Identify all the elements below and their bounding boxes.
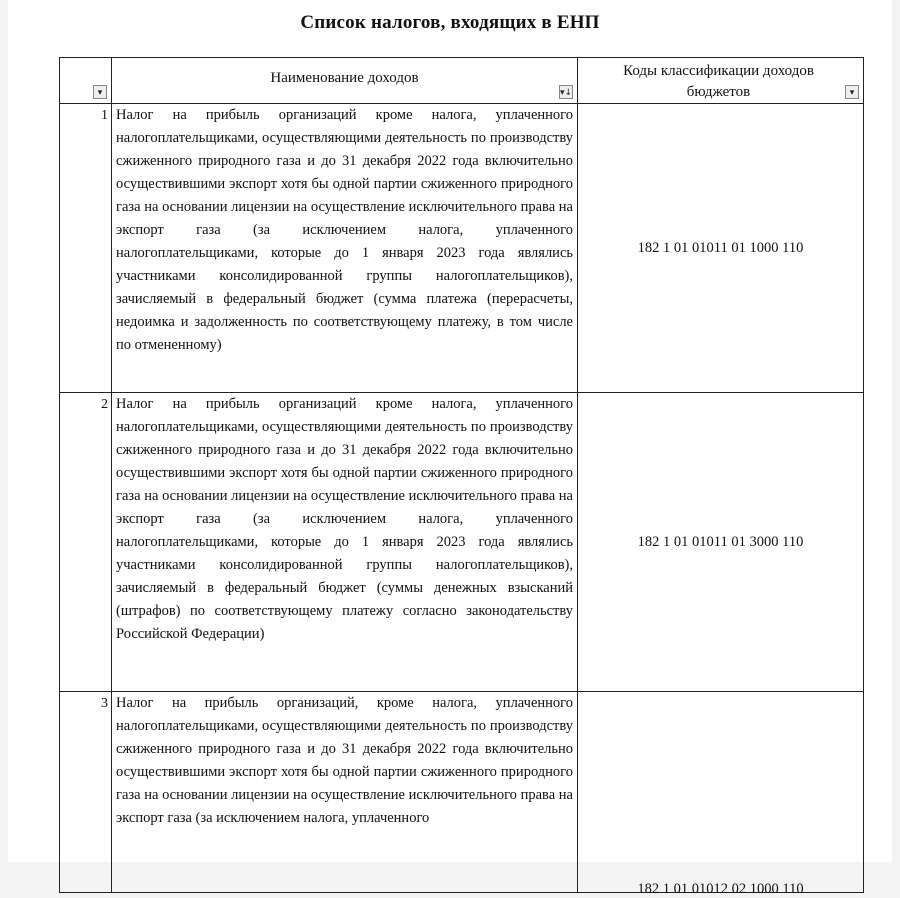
header-num-cell [60,58,112,104]
budget-code: 182 1 01 01011 01 1000 110 [578,104,864,393]
budget-code: 182 1 01 01012 02 1000 110 [637,881,804,897]
row-number: 1 [60,104,112,393]
income-name: Налог на прибыль организаций, кроме налога, уплаченного налогоплательщиками, осуществляющими деятельность по производству сжиженного природного газа и до 31 декабря 2022 года включительно осуществившими экспорт хотя бы одной партии сжиженного природного газа на основании лицензии на осуществление исключительного права на экспорт газа (за исключением налога, уплаченного [112,692,578,893]
header-name-cell [112,58,578,104]
document-page [8,0,892,897]
sort-filter-icon[interactable]: ▾↓ [559,85,573,99]
tax-table [59,57,864,897]
income-name: Налог на прибыль организаций кроме налога, уплаченного налогоплательщиками, осуществляющими деятельность по производству сжиженного природного газа и до 31 декабря 2022 года включительно осуществившими экспорт хотя бы одной партии сжиженного природного газа на основании лицензии на осуществление исключительного права на экспорт газа (за исключением налога, уплаченного налогоплательщиками, которые до 1 января 2023 года являлись участниками консолидированной группы налогоплательщиков), зачисляемый в федеральный бюджет (суммы денежных взысканий (штрафов) по соответствующему платежу согласно законодательству Российской Федерации) [112,393,578,692]
table-row [60,393,864,692]
filter-dropdown-icon[interactable]: ▾ [845,85,859,99]
income-name: Налог на прибыль организаций кроме налога, уплаченного налогоплательщиками, осуществляющими деятельность по производству сжиженного природного газа и до 31 декабря 2022 года включительно осуществившими экспорт хотя бы одной партии сжиженного природного газа на основании лицензии на осуществление исключительного права на экспорт газа (за исключением налога, уплаченного налогоплательщиками, которые до 1 января 2023 года являлись участниками консолидированной группы налогоплательщиков), зачисляемый в федеральный бюджет (сумма платежа (перерасчеты, недоимка и задолженность по соответствующему платежу, в том числе по отмененному) [112,104,578,393]
filter-dropdown-icon[interactable]: ▾ [93,85,107,99]
table-row [60,104,864,393]
budget-code-cell [578,692,864,897]
header-name-label: Наименование доходов [270,70,419,86]
table-header-row [60,58,864,104]
row-number: 2 [60,393,112,692]
page-title: Список налогов, входящих в ЕНП [300,12,600,33]
header-code-cell [578,58,864,104]
header-code-label: Коды классификации доходов бюджетов [623,63,814,100]
row-number: 3 [60,692,112,893]
table-row [60,692,864,893]
budget-code: 182 1 01 01011 01 3000 110 [578,393,864,692]
